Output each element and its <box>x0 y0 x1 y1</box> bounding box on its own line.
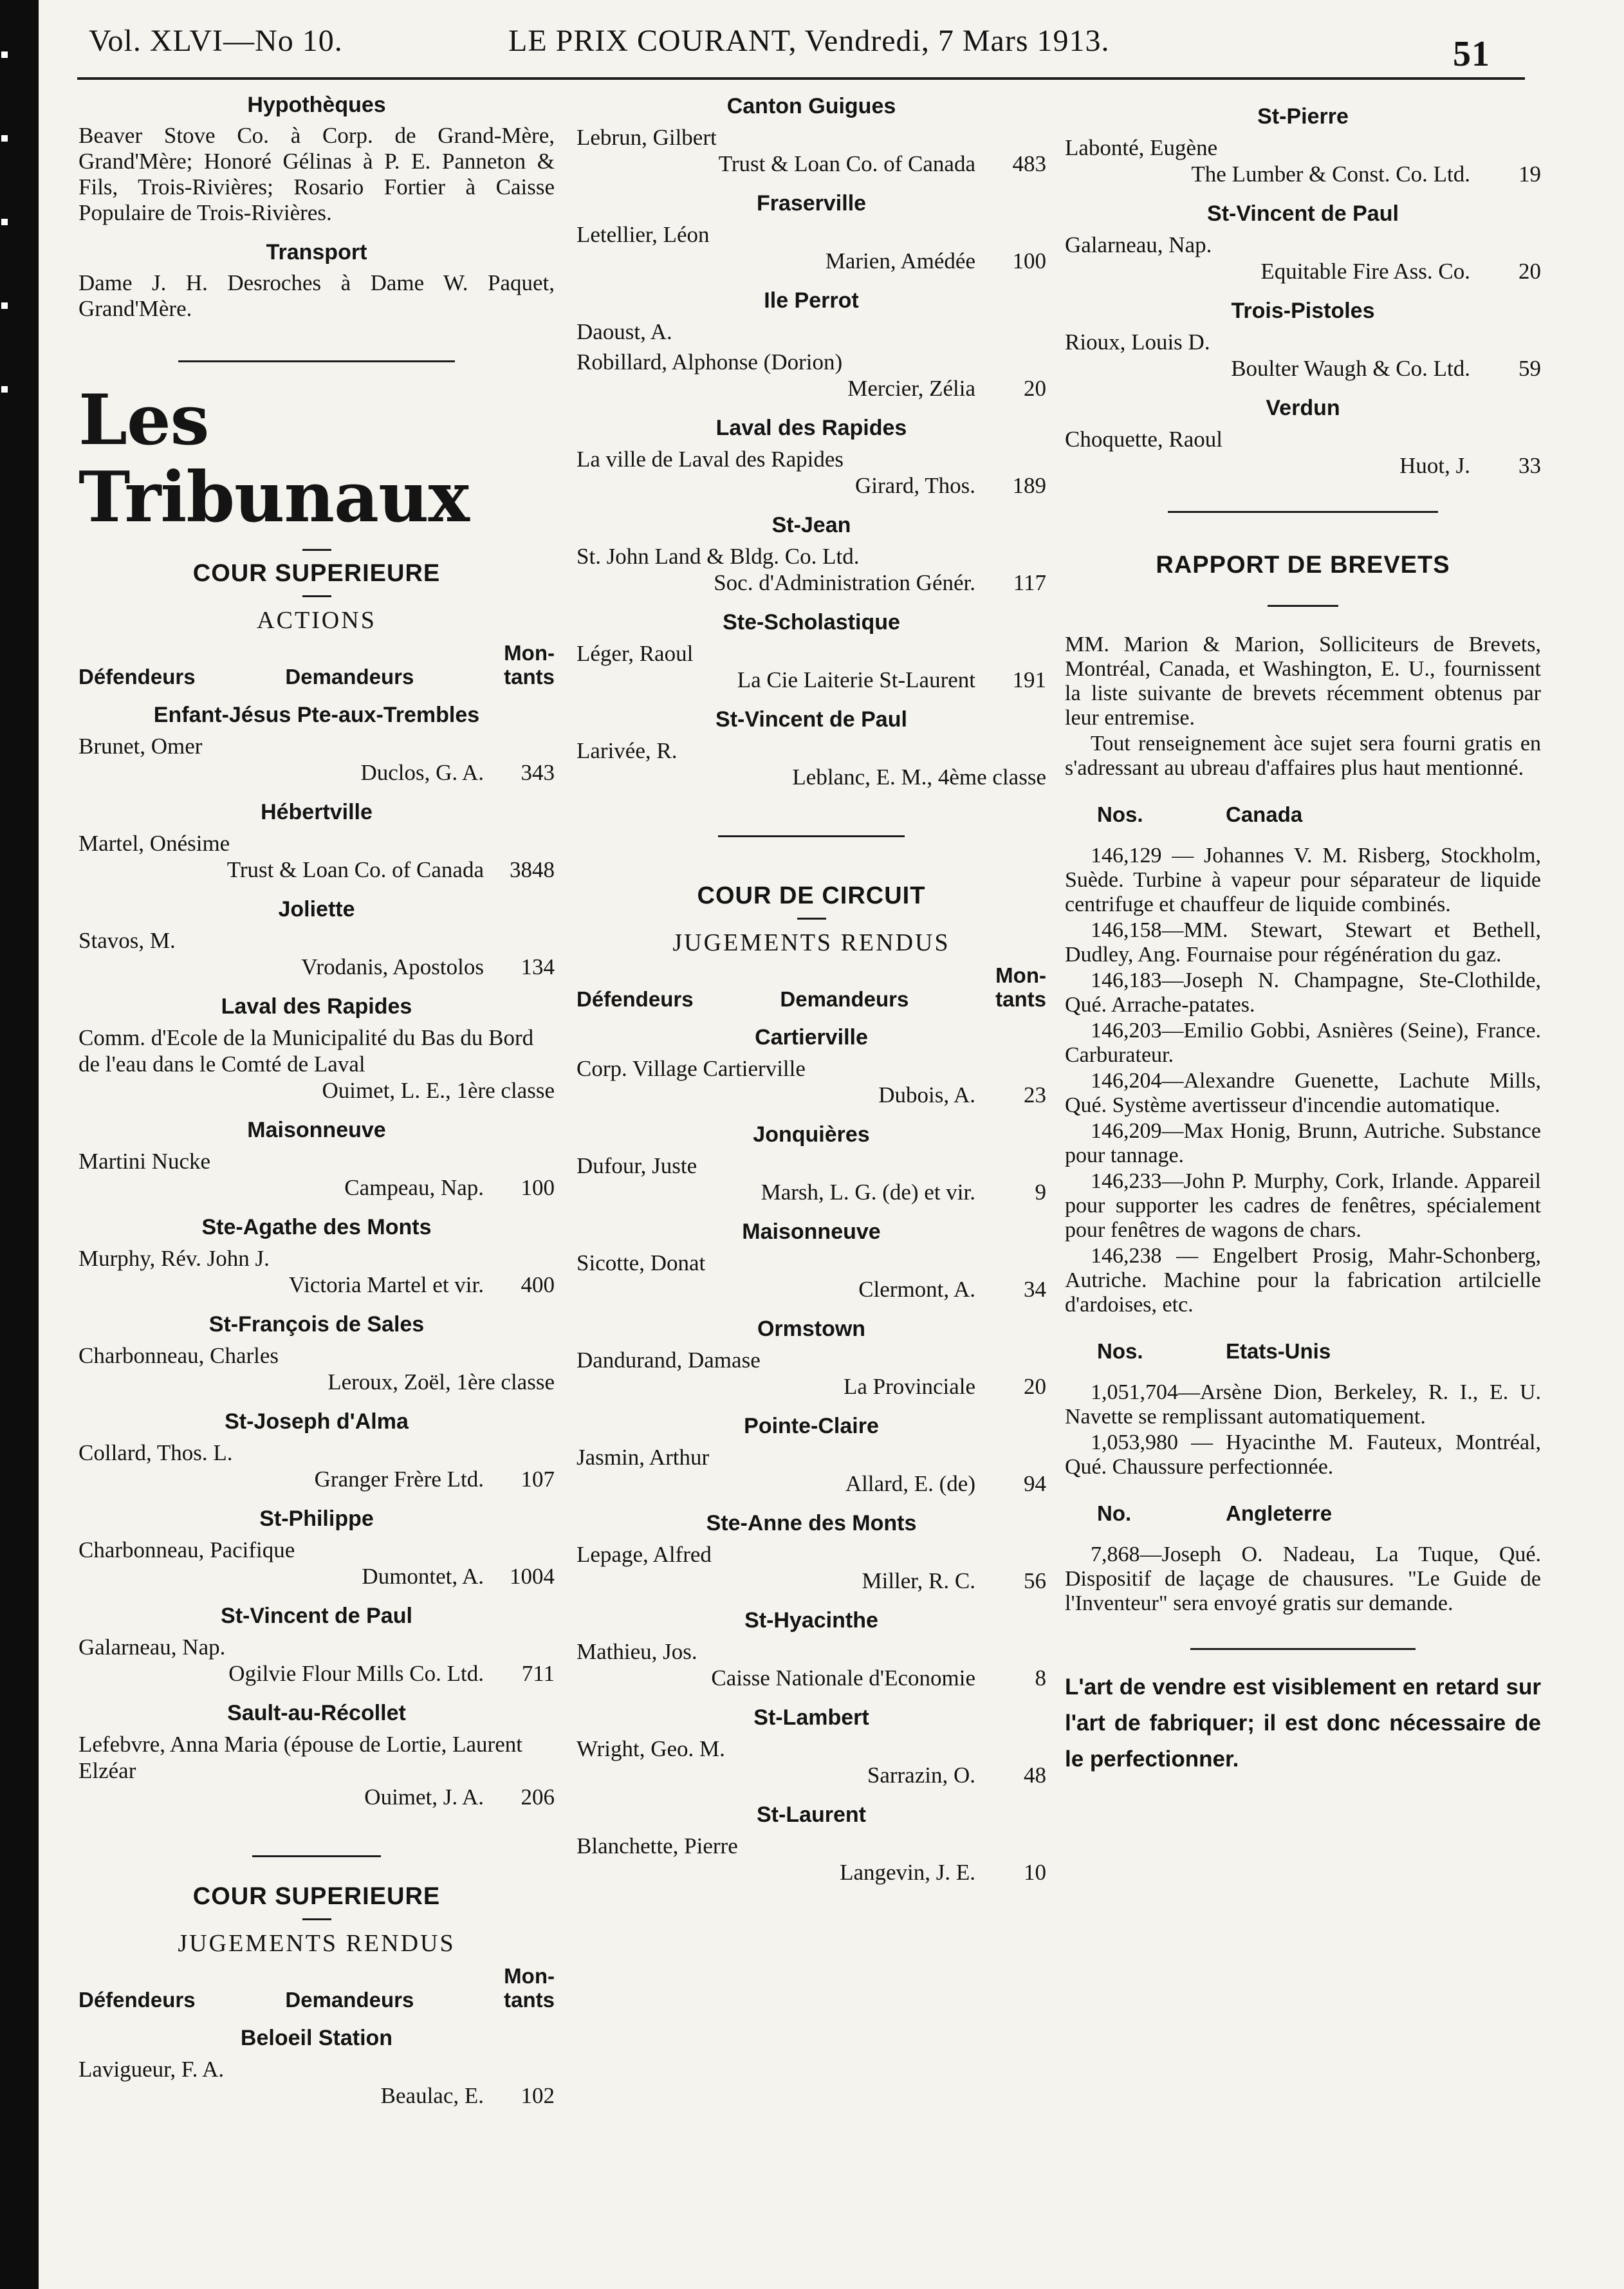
plaintiff: Leblanc, E. M., 4ème classe <box>792 765 1046 790</box>
amount: 20 <box>1518 259 1541 284</box>
plaintiff-row <box>1065 161 1541 187</box>
page-number: 51 <box>1453 34 1490 74</box>
case-entry <box>577 1833 1046 1886</box>
amount: 20 <box>1024 376 1046 401</box>
patent-item: 146,209—Max Honig, Brunn, Autriche. Substance pour tannage. <box>1065 1119 1541 1167</box>
transport-text: Dame J. H. Desroches à Dame W. Paquet, Grand'Mère. <box>78 270 555 321</box>
case-entry <box>1065 134 1541 187</box>
plaintiff-row <box>1065 452 1541 479</box>
section-cour-superieure: COUR SUPERIEURE <box>192 560 441 587</box>
defendant: Martini Nucke <box>78 1149 211 1174</box>
defendant: Lepage, Alfred <box>577 1542 712 1567</box>
header-montants: Mon- tants <box>504 641 555 689</box>
place-heading: St-Hyacinthe <box>744 1608 878 1633</box>
amount: 9 <box>1035 1180 1046 1205</box>
defendant: Léger, Raoul <box>577 641 694 666</box>
defendant: Letellier, Léon <box>577 222 710 247</box>
place-heading: St-Joseph d'Alma <box>225 1409 409 1434</box>
defendant: Collard, Thos. L. <box>78 1440 233 1465</box>
brevets-intro: MM. Marion & Marion, Solliciteurs de Brevets, Montréal, Canada, et Washington, E. U., fournissent la liste suivante de brevets récemment obtenus par leur entremise. <box>1065 633 1541 730</box>
plaintiff: Girard, Thos. <box>855 473 975 498</box>
plaintiff-row <box>577 375 1046 402</box>
amount: 191 <box>1012 667 1046 692</box>
place-heading: St-Vincent de Paul <box>1207 201 1399 226</box>
case-entry <box>78 927 555 980</box>
plaintiff: Victoria Martel et vir. <box>288 1272 484 1297</box>
plaintiff: Allard, E. (de) <box>845 1471 975 1496</box>
defendant: Murphy, Rév. John J. <box>78 1246 270 1271</box>
case-entry <box>78 2056 555 2109</box>
case-entry <box>1065 329 1541 382</box>
plaintiff-row <box>577 1179 1046 1205</box>
defendant: Galarneau, Nap. <box>1065 232 1212 257</box>
place-heading: Laval des Rapides <box>715 416 907 440</box>
plaintiff-row <box>577 1568 1046 1594</box>
place-heading: Ormstown <box>757 1317 866 1341</box>
subsection-jugements: JUGEMENTS RENDUS <box>178 1930 456 1957</box>
patent-item: 146,203—Emilio Gobbi, Asnières (Seine), France. Carburateur. <box>1065 1019 1541 1067</box>
plaintiff: Granger Frère Ltd. <box>314 1467 484 1492</box>
case-entry <box>577 737 1046 790</box>
place-heading: Jonquières <box>753 1122 870 1147</box>
amount: 134 <box>521 954 555 979</box>
amount: 48 <box>1024 1763 1046 1788</box>
plaintiff-row <box>1065 355 1541 382</box>
defendant: Daoust, A. <box>577 319 672 344</box>
plaintiff: Ouimet, J. A. <box>364 1784 484 1810</box>
subsection-jugements: JUGEMENTS RENDUS <box>672 929 950 956</box>
place-heading: Beloeil Station <box>240 2026 393 2050</box>
header-title: LE PRIX COURANT, Vendredi, 7 Mars 1913. <box>508 24 1110 58</box>
divider <box>718 835 905 837</box>
amount: 1004 <box>510 1564 555 1589</box>
place-heading: Fraserville <box>756 191 867 216</box>
case-entry <box>577 446 1046 499</box>
divider <box>252 1855 381 1857</box>
case-entry <box>577 1250 1046 1302</box>
amount: 34 <box>1024 1277 1046 1302</box>
case-entry <box>577 124 1046 177</box>
case-entry <box>577 1638 1046 1691</box>
patent-item: 1,053,980 — Hyacinthe M. Fauteux, Montréal, Qué. Chaussure perfectionnée. <box>1065 1431 1541 1479</box>
header-demandeurs: Demandeurs <box>285 665 414 689</box>
amount: 189 <box>1012 473 1046 498</box>
amount: 3848 <box>510 857 555 882</box>
case-entry <box>78 1148 555 1201</box>
header-volume: Vol. XLVI—No 10. <box>89 24 343 58</box>
case-entry <box>577 1736 1046 1788</box>
patent-item: 7,868—Joseph O. Nadeau, La Tuque, Qué. Dispositif de laçage de chausures. "Le Guide de l'Inventeur" sera envoyé gratis sur demande. <box>1065 1543 1541 1615</box>
case-entry <box>577 319 1046 345</box>
defendant: Mathieu, Jos. <box>577 1639 697 1664</box>
case-entry <box>78 1440 555 1492</box>
plaintiff-row <box>577 1276 1046 1302</box>
plaintiff: Equitable Fire Ass. Co. <box>1260 259 1470 284</box>
us-heading: Nos. Etats-Unis <box>1097 1339 1331 1363</box>
plaintiff-row <box>1065 258 1541 284</box>
defendant: Wright, Geo. M. <box>577 1736 725 1761</box>
defendant: Larivée, R. <box>577 738 678 763</box>
defendant: Labonté, Eugène <box>1065 135 1218 160</box>
divider <box>1190 1648 1416 1650</box>
defendant: Charbonneau, Pacifique <box>78 1537 295 1562</box>
amount: 711 <box>521 1661 555 1686</box>
plaintiff-row <box>78 857 555 883</box>
plaintiff-row <box>577 472 1046 499</box>
amount: 483 <box>1012 151 1046 176</box>
case-entry <box>78 830 555 883</box>
header-montants: Mon- tants <box>504 1964 555 2012</box>
place-heading: St-François de Sales <box>208 1312 425 1337</box>
amount: 23 <box>1024 1082 1046 1107</box>
defendant: Robillard, Alphonse (Dorion) <box>577 349 843 375</box>
plaintiff-row <box>78 1784 555 1810</box>
case-entry <box>78 1024 555 1104</box>
plaintiff: Campeau, Nap. <box>344 1175 484 1200</box>
closing-remark: L'art de vendre est visiblement en retard sur l'art de fabriquer; il est donc nécessaire de le perfectionner. <box>1065 1674 1541 1772</box>
plaintiff: The Lumber & Const. Co. Ltd. <box>1191 162 1470 187</box>
plaintiff: La Provinciale <box>843 1374 975 1399</box>
plaintiff: Leroux, Zoël, 1ère classe <box>328 1369 555 1395</box>
defendant: Lavigueur, F. A. <box>78 2057 225 2082</box>
case-entry <box>78 1245 555 1298</box>
patent-item: 146,233—John P. Murphy, Cork, Irlande. Appareil pour supporter les cadres de fenêtres, spécialement pour fenêtres de wagons de chars. <box>1065 1169 1541 1242</box>
short-divider <box>797 918 826 920</box>
defendant: Rioux, Louis D. <box>1065 329 1210 355</box>
defendant: Stavos, M. <box>78 928 176 953</box>
case-entry <box>577 1153 1046 1205</box>
defendant: Martel, Onésime <box>78 831 230 856</box>
plaintiff: Dubois, A. <box>878 1082 975 1107</box>
amount: 343 <box>521 760 555 785</box>
hypotheques-text: Beaver Stove Co. à Corp. de Grand-Mère, Grand'Mère; Honoré Gélinas à P. E. Panneton & Fils, Trois-Rivières; Rosario Fortier à Caisse Populaire de Trois-Rivières. <box>78 123 555 225</box>
plaintiff-row <box>78 1369 555 1395</box>
case-entry <box>78 733 555 786</box>
case-entry <box>577 1055 1046 1108</box>
amount: 100 <box>521 1175 555 1200</box>
plaintiff: Ouimet, L. E., 1ère classe <box>322 1078 555 1103</box>
patent-item: 146,238 — Engelbert Prosig, Mahr-Schonberg, Autriche. Machine pour la fabrication artilcielle d'ardoises, etc. <box>1065 1244 1541 1317</box>
case-entry <box>1065 232 1541 284</box>
plaintiff: Caisse Nationale d'Economie <box>711 1665 975 1691</box>
amount: 20 <box>1024 1374 1046 1399</box>
plaintiff: Duclos, G. A. <box>360 760 484 785</box>
plaintiff: Trust & Loan Co. of Canada <box>226 857 484 882</box>
divider <box>1168 511 1438 513</box>
section-rapport-brevets: RAPPORT DE BREVETS <box>1156 551 1450 579</box>
england-patents <box>1065 1543 1541 1616</box>
column-1 <box>78 90 555 2113</box>
case-entry <box>577 349 1046 402</box>
defendant: Lefebvre, Anna Maria (épouse de Lortie, Laurent Elzéar <box>78 1732 522 1783</box>
amount: 117 <box>1013 570 1046 595</box>
header-rule <box>77 77 1525 80</box>
place-heading: Trois-Pistoles <box>1231 299 1375 323</box>
place-heading: Pointe-Claire <box>744 1414 879 1438</box>
defendant: Jasmin, Arthur <box>577 1445 710 1470</box>
amount: 400 <box>521 1272 555 1297</box>
amount: 94 <box>1024 1471 1046 1496</box>
plaintiff-row <box>78 1272 555 1298</box>
plaintiff-row <box>577 1470 1046 1497</box>
plaintiff-row <box>78 1077 555 1104</box>
case-entry <box>78 1634 555 1687</box>
place-heading: Ste-Scholastique <box>723 610 900 635</box>
defendant: Lebrun, Gilbert <box>577 125 717 150</box>
place-heading: Verdun <box>1266 396 1340 420</box>
plaintiff: Soc. d'Administration Génér. <box>714 570 975 595</box>
defendant: Corp. Village Cartierville <box>577 1056 806 1081</box>
defendant: La ville de Laval des Rapides <box>577 447 844 472</box>
place-heading: Enfant-Jésus Pte-aux-Trembles <box>153 703 480 727</box>
plaintiff-row <box>577 1762 1046 1788</box>
place-heading: Hébertville <box>261 800 373 824</box>
place-heading: Ile Perrot <box>764 288 859 313</box>
place-heading: St-Vincent de Paul <box>715 707 907 732</box>
place-heading: St-Jean <box>771 513 851 537</box>
short-divider <box>302 1918 331 1920</box>
defendant: Sicotte, Donat <box>577 1250 706 1275</box>
header-demandeurs: Demandeurs <box>285 1988 414 2012</box>
transport-title: Transport <box>266 240 367 264</box>
amount: 8 <box>1035 1665 1046 1691</box>
plaintiff-row <box>577 1082 1046 1108</box>
patent-item: 146,158—MM. Stewart, Stewart et Bethell, Dudley, Ang. Fournaise pour régénération du gaz. <box>1065 918 1541 967</box>
column-2 <box>577 90 1046 1889</box>
edge-marks <box>0 51 10 470</box>
place-heading: Laval des Rapides <box>221 994 412 1019</box>
case-entry <box>78 1537 555 1589</box>
column-headers <box>78 641 555 689</box>
patent-item: 146,129 — Johannes V. M. Risberg, Stockholm, Suède. Turbine à vapeur pour séparateur de liquide centrifuge et chauffeur de liquide combinés. <box>1065 844 1541 916</box>
defendant: Dufour, Juste <box>577 1153 697 1178</box>
amount: 100 <box>1012 248 1046 273</box>
jugements-list <box>78 2026 555 2109</box>
plaintiff: Marien, Amédée <box>825 248 975 273</box>
place-heading: Ste-Anne des Monts <box>706 1511 917 1535</box>
amount: 56 <box>1024 1568 1046 1593</box>
case-entry <box>577 1444 1046 1497</box>
case-entry <box>577 543 1046 596</box>
plaintiff: Sarrazin, O. <box>867 1763 975 1788</box>
plaintiff-row <box>78 1466 555 1492</box>
plaintiff-row <box>78 1174 555 1201</box>
case-entry <box>1065 426 1541 479</box>
place-heading: Maisonneuve <box>247 1118 386 1142</box>
plaintiff: Boulter Waugh & Co. Ltd. <box>1231 356 1470 381</box>
plaintiff: Beaulac, E. <box>380 2083 484 2108</box>
short-divider <box>302 549 331 551</box>
defendant: Brunet, Omer <box>78 734 203 759</box>
divider <box>178 360 455 362</box>
plaintiff-row <box>78 1660 555 1687</box>
patent-item: 1,051,704—Arsène Dion, Berkeley, R. I., E. U. Navette se remplissant automatiquement. <box>1065 1380 1541 1429</box>
defendant: Galarneau, Nap. <box>78 1635 226 1660</box>
amount: 33 <box>1518 453 1541 478</box>
place-heading: St-Vincent de Paul <box>221 1604 412 1628</box>
england-heading: No. Angleterre <box>1097 1501 1333 1525</box>
hypotheques-title: Hypothèques <box>247 93 386 117</box>
amount: 59 <box>1518 356 1541 381</box>
amount: 206 <box>521 1784 555 1810</box>
section-cour-superieure-2: COUR SUPERIEURE <box>192 1883 441 1910</box>
case-entry <box>577 221 1046 274</box>
amount: 102 <box>521 2083 555 2108</box>
place-heading: St-Pierre <box>1257 104 1349 129</box>
case-entry <box>577 1347 1046 1400</box>
place-heading: Canton Guigues <box>726 94 896 118</box>
plaintiff-row <box>577 1859 1046 1886</box>
section-cour-circuit: COUR DE CIRCUIT <box>697 882 926 909</box>
plaintiff: Mercier, Zélia <box>847 376 975 401</box>
circuit-list <box>577 1025 1046 1886</box>
place-heading: Cartierville <box>755 1025 868 1050</box>
plaintiff: Marsh, L. G. (de) et vir. <box>761 1180 975 1205</box>
header-defendeurs: Défendeurs <box>78 665 196 689</box>
plaintiff-row <box>78 759 555 786</box>
defendant: Charbonneau, Charles <box>78 1343 279 1368</box>
defendant: St. John Land & Bldg. Co. Ltd. <box>577 544 860 569</box>
plaintiff: Ogilvie Flour Mills Co. Ltd. <box>228 1661 484 1686</box>
header-defendeurs: Défendeurs <box>577 987 694 1011</box>
subsection-actions: ACTIONS <box>257 607 376 634</box>
column-3 <box>1065 90 1541 1777</box>
place-heading: Maisonneuve <box>742 1219 881 1244</box>
case-entry <box>78 1731 555 1810</box>
place-heading: St-Lambert <box>753 1705 869 1730</box>
amount: 10 <box>1024 1860 1046 1885</box>
patent-item: 146,183—Joseph N. Champagne, Ste-Clothilde, Qué. Arrache-patates. <box>1065 968 1541 1017</box>
case-entry <box>78 1342 555 1395</box>
brevets-intro-2: Tout renseignement àce sujet sera fourni gratis en s'adressant au ubreau d'affaires plus haut mentionné. <box>1065 732 1541 780</box>
header-demandeurs: Demandeurs <box>780 987 909 1011</box>
circuit-list-continued <box>1065 104 1541 479</box>
short-divider <box>302 595 331 597</box>
canada-patents <box>1065 844 1541 1317</box>
case-entry <box>577 640 1046 693</box>
canada-heading: Nos. Canada <box>1097 802 1303 826</box>
patent-item: 146,204—Alexandre Guenette, Lachute Mills, Qué. Système avertisseur d'incendie automatique. <box>1065 1069 1541 1117</box>
place-heading: St-Laurent <box>757 1802 866 1827</box>
defendant: Blanchette, Pierre <box>577 1833 738 1858</box>
plaintiff: Langevin, J. E. <box>840 1860 975 1885</box>
plaintiff: Dumontet, A. <box>362 1564 484 1589</box>
header-defendeurs: Défendeurs <box>78 1988 196 2012</box>
column-headers <box>577 963 1046 1011</box>
plaintiff-row <box>78 2082 555 2109</box>
plaintiff-row <box>78 954 555 980</box>
actions-list <box>78 703 555 1810</box>
defendant: Dandurand, Damase <box>577 1348 761 1373</box>
place-heading: St-Philippe <box>259 1506 374 1531</box>
plaintiff-row <box>577 1665 1046 1691</box>
plaintiff-row <box>577 570 1046 596</box>
page-title: Les Tribunaux <box>78 380 469 538</box>
plaintiff-row <box>577 667 1046 693</box>
plaintiff-row <box>577 151 1046 177</box>
place-heading: Ste-Agathe des Monts <box>201 1215 432 1239</box>
place-heading: Joliette <box>278 897 355 922</box>
plaintiff: Clermont, A. <box>858 1277 975 1302</box>
defendant: Comm. d'Ecole de la Municipalité du Bas du Bord de l'eau dans le Comté de Laval <box>78 1025 534 1077</box>
plaintiff-row <box>577 248 1046 274</box>
amount: 19 <box>1518 162 1541 187</box>
plaintiff: Huot, J. <box>1399 453 1470 478</box>
plaintiff-row <box>577 764 1046 790</box>
amount: 107 <box>521 1467 555 1492</box>
plaintiff-row <box>78 1563 555 1589</box>
header-montants: Mon- tants <box>995 963 1046 1011</box>
plaintiff-row <box>577 1373 1046 1400</box>
actions-list-continued <box>577 94 1046 790</box>
column-headers <box>78 1964 555 2012</box>
place-heading: Sault-au-Récollet <box>227 1701 406 1725</box>
plaintiff: Vrodanis, Apostolos <box>301 954 484 979</box>
plaintiff: La Cie Laiterie St-Laurent <box>737 667 975 692</box>
us-patents <box>1065 1380 1541 1479</box>
defendant: Choquette, Raoul <box>1065 427 1223 452</box>
plaintiff: Trust & Loan Co. of Canada <box>718 151 975 176</box>
case-entry <box>577 1541 1046 1594</box>
plaintiff: Miller, R. C. <box>862 1568 975 1593</box>
short-divider <box>1268 605 1338 607</box>
